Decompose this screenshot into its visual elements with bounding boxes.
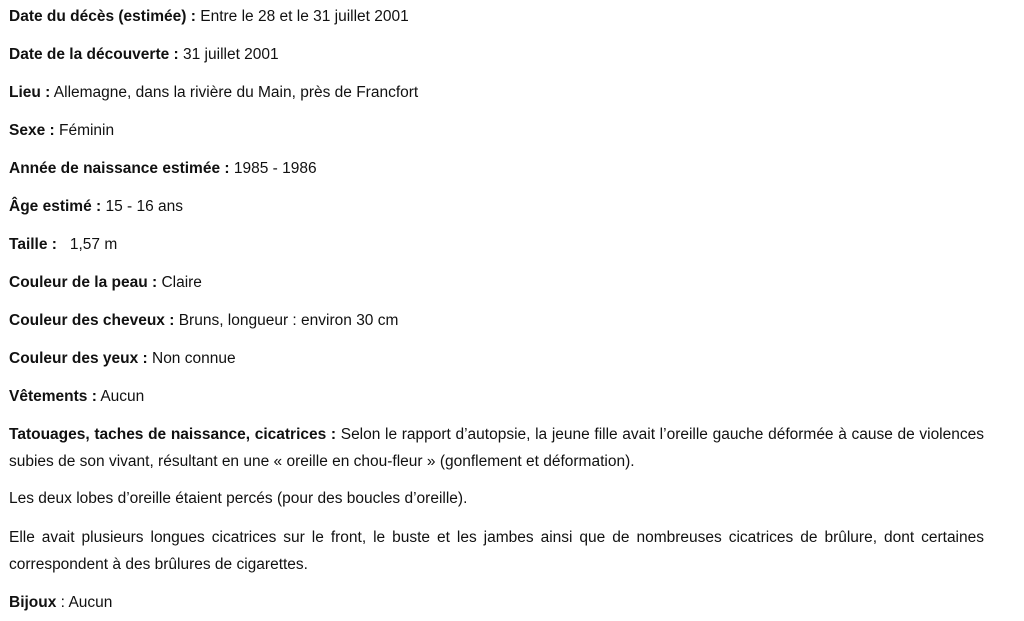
- paragraph-ears: Les deux lobes d’oreille étaient percés (pour des boucles d’oreille).: [9, 490, 468, 507]
- field-label: Année de naissance estimée :: [9, 160, 230, 177]
- field-label: Couleur de la peau :: [9, 274, 158, 291]
- field-label: Lieu :: [9, 84, 51, 101]
- field-label: Âge estimé :: [9, 198, 102, 215]
- field-clothing: [9, 387, 144, 407]
- paragraph-scars: Elle avait plusieurs longues cicatrices sur le front, le buste et les jambes ainsi que de nombreuses cicatrices de brûlure, dont certaines correspondent à des brûlures de cigarettes.: [9, 529, 984, 573]
- field-label: Tatouages, taches de naissance, cicatrices :: [9, 426, 337, 443]
- field-discovery-date: [9, 45, 279, 65]
- field-value: 1985 - 1986: [229, 160, 317, 177]
- field-label: Taille :: [9, 236, 57, 253]
- field-value: Non connue: [147, 350, 236, 367]
- field-label: Couleur des cheveux :: [9, 312, 175, 329]
- field-skin-color: [9, 273, 202, 293]
- field-value: : Aucun: [56, 594, 113, 611]
- field-value: Selon le rapport d’autopsie, la jeune fille avait l’oreille gauche déformée à cause de violences subies de son vivant, résultant en une « oreille en chou-fleur » (gonflement et déformation).: [9, 426, 984, 470]
- field-death-date: [9, 7, 409, 27]
- field-height: [9, 235, 117, 255]
- field-value: Claire: [157, 274, 202, 291]
- field-label: Date du décès (estimée) :: [9, 8, 196, 25]
- field-hair-color: [9, 311, 398, 331]
- field-value: Entre le 28 et le 31 juillet 2001: [195, 8, 409, 25]
- field-label: Couleur des yeux :: [9, 350, 148, 367]
- field-birth-year: [9, 159, 317, 179]
- field-eye-color: [9, 349, 236, 369]
- field-age: [9, 197, 183, 217]
- field-label: Vêtements :: [9, 388, 97, 405]
- field-label: Sexe :: [9, 122, 55, 139]
- field-label: Bijoux: [9, 594, 57, 611]
- field-value: 31 juillet 2001: [178, 46, 279, 63]
- field-value: Aucun: [96, 388, 145, 405]
- field-location: [9, 83, 418, 103]
- field-label: Date de la découverte :: [9, 46, 179, 63]
- field-jewelry: [9, 593, 112, 613]
- field-value: 15 - 16 ans: [101, 198, 184, 215]
- field-value: Allemagne, dans la rivière du Main, près de Francfort: [50, 84, 419, 101]
- field-distinguishing-marks: [9, 421, 984, 475]
- field-value: Féminin: [54, 122, 115, 139]
- field-sex: [9, 121, 114, 141]
- field-value: Bruns, longueur : environ 30 cm: [174, 312, 399, 329]
- field-value: 1,57 m: [56, 236, 118, 253]
